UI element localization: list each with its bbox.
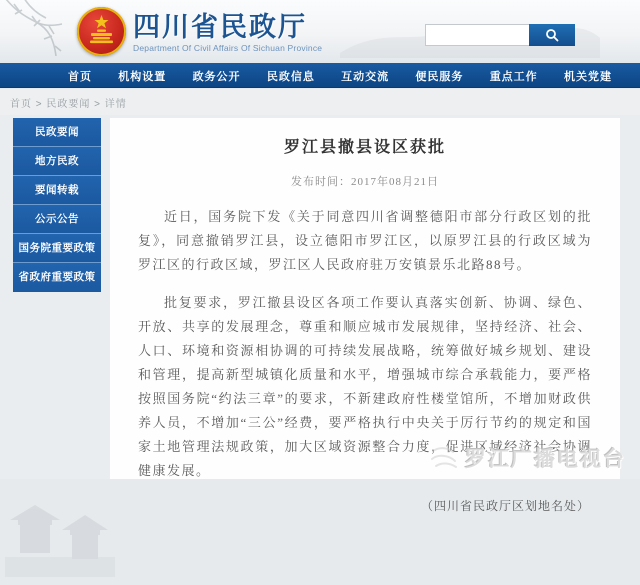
- site-title: 四川省民政厅: [133, 12, 307, 42]
- sidebar-item-local-civil[interactable]: 地方民政: [13, 147, 101, 176]
- breadcrumb[interactable]: 首页 > 民政要闻 > 详情: [10, 99, 127, 110]
- article-publish-date: 发布时间：2017年08月21日: [291, 176, 439, 188]
- sidebar-menu: [13, 118, 101, 292]
- breadcrumb-bar: [0, 89, 640, 115]
- search-button[interactable]: [529, 24, 575, 46]
- article-attribution: （四川省民政厅区划地名处）: [420, 499, 590, 513]
- nav-item-party[interactable]: 机关党建: [563, 70, 612, 83]
- article-body: [110, 189, 620, 483]
- sidebar-item-civil-news[interactable]: 民政要闻: [13, 118, 101, 147]
- national-emblem-logo: [77, 7, 126, 56]
- article-panel: [110, 118, 620, 513]
- site-subtitle: Department Of Civil Affairs Of Sichuan Province: [133, 43, 323, 53]
- site-banner: [0, 0, 640, 63]
- nav-item-home[interactable]: 首页: [68, 70, 92, 83]
- search-bar: [425, 24, 575, 46]
- sidebar-item-announcements[interactable]: 公示公告: [13, 205, 101, 234]
- article-title: 罗江县撤县设区获批: [283, 139, 446, 156]
- sidebar-item-news-repost[interactable]: 要闻转载: [13, 176, 101, 205]
- station-watermark: [429, 443, 626, 473]
- site-brand: [133, 13, 322, 53]
- pavilion-watermark: [0, 475, 120, 585]
- sidebar-item-prov-policies[interactable]: 省政府重要政策: [13, 263, 101, 292]
- nav-item-services[interactable]: 便民服务: [415, 70, 464, 83]
- search-icon: [545, 28, 559, 42]
- article-paragraph: 批复要求，罗江撤县设区各项工作要认真落实创新、协调、绿色、开放、共享的发展理念，尊重和顺应城市发展规律，坚持经济、社会、人口、环境和资源相协调的可持续发展战略，统筹做好城乡规划、建设和管理，提高新型城镇化质量和水平，增强城市综合承载能力，要严格按照国务院“约法三章”的要求，不新建政府性楼堂馆所，不增加财政供养人员，不增加“三公”经费，要严格执行中央关于厉行节约的规定和国家土地管理法规政策，加大区域资源整合力度，促进区域经济社会协调健康发展。: [138, 295, 592, 478]
- main-nav: [0, 63, 640, 88]
- article-paragraph: 近日，国务院下发《关于同意四川省调整德阳市部分行政区划的批复》，同意撤销罗江县，设立德阳市罗江区，以原罗江县的行政区域为罗江区的行政区域，罗江区人民政府驻万安镇景乐北路88号。: [138, 209, 592, 272]
- sidebar-item-state-policies[interactable]: 国务院重要政策: [13, 234, 101, 263]
- nav-item-civil-info[interactable]: 民政信息: [266, 70, 315, 83]
- nav-item-key-work[interactable]: 重点工作: [489, 70, 538, 83]
- nav-item-orgs[interactable]: 机构设置: [118, 70, 167, 83]
- nav-item-interaction[interactable]: 互动交流: [341, 70, 390, 83]
- station-watermark-text: 罗江广播电视台: [465, 448, 626, 471]
- nav-item-gov-open[interactable]: 政务公开: [192, 70, 241, 83]
- search-input[interactable]: [425, 24, 529, 46]
- station-logo-icon: [429, 445, 459, 471]
